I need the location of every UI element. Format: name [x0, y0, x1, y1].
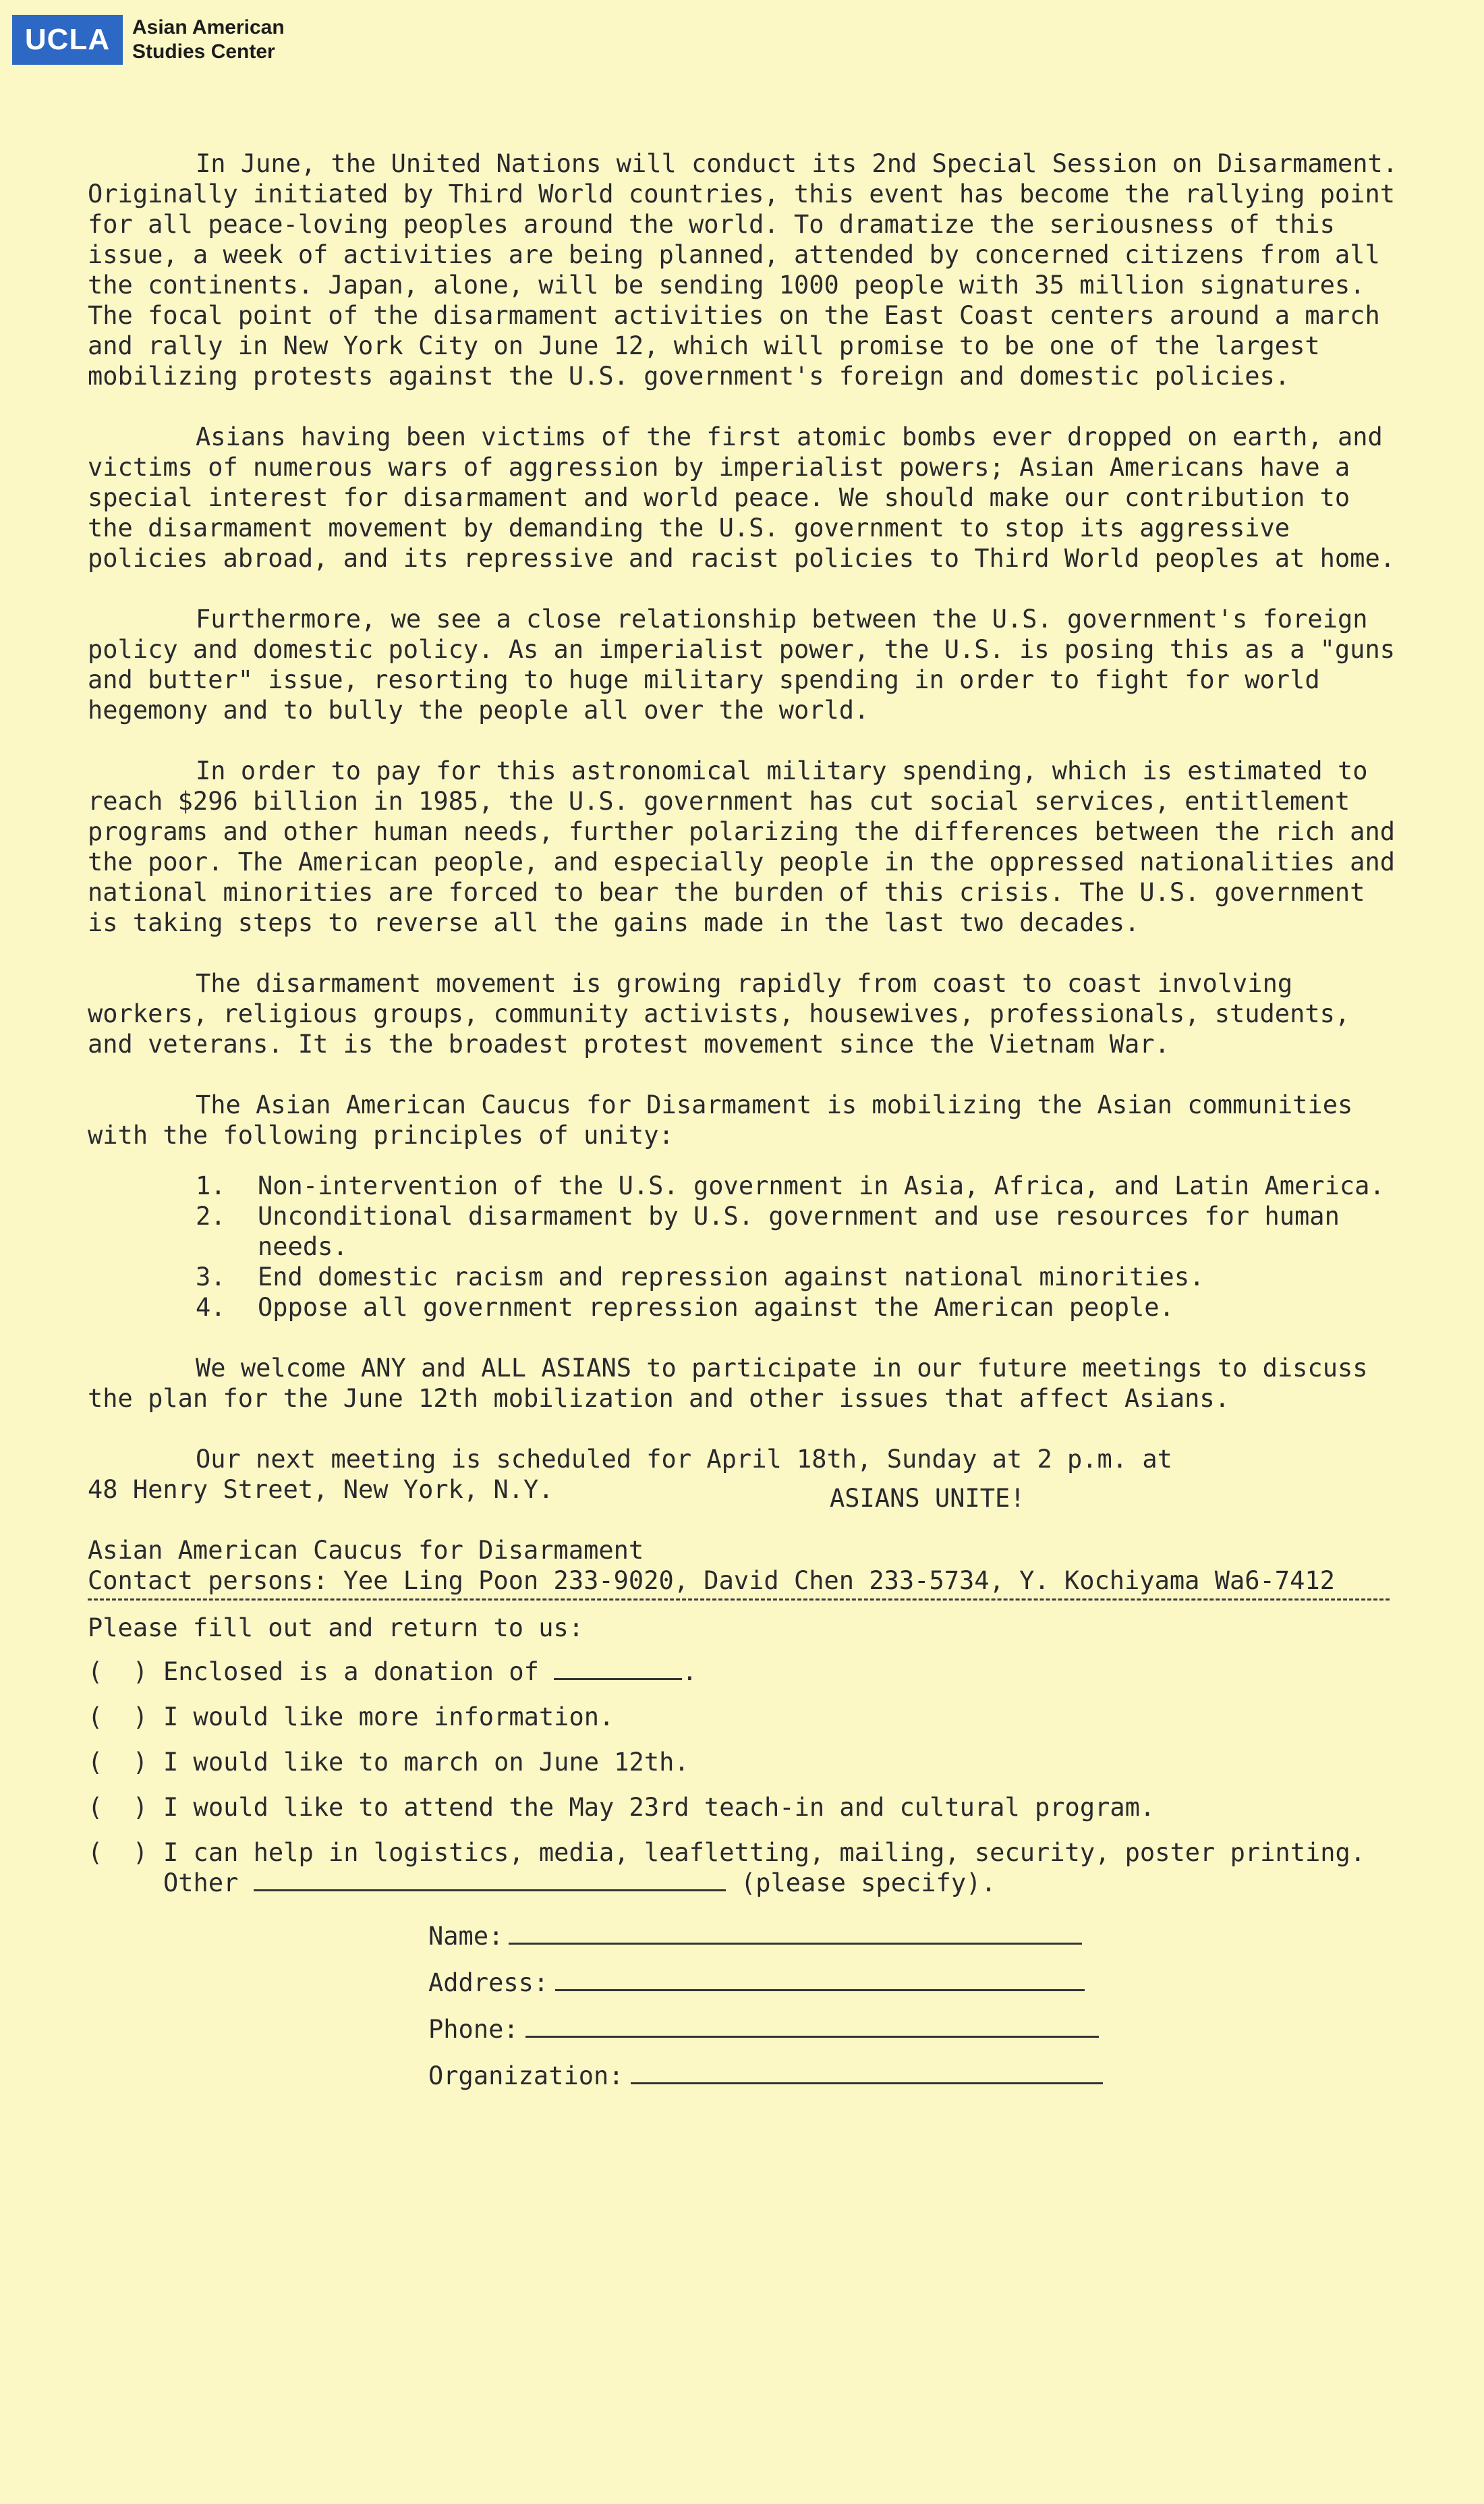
- contact-block: [88, 1535, 1410, 1596]
- address-field[interactable]: Address:: [428, 1968, 1410, 1998]
- document-body: [88, 148, 1410, 2107]
- paragraph-foreign-domestic: Furthermore, we see a close relationship between the U.S. government's foreign policy and domestic policy. As an imperialist power, the U.S. is posing this as a "guns and butter" issue, resorting to huge military spending in order to fight for world hegemony and to bully the people all over the world.: [88, 605, 1396, 725]
- checkbox[interactable]: ( ): [88, 1702, 148, 1731]
- phone-input[interactable]: [525, 2015, 1099, 2038]
- form-option-donation[interactable]: ( ) Enclosed is a donation of .: [88, 1657, 697, 1686]
- form-option-teach-in[interactable]: [88, 1792, 1410, 1823]
- organization-input[interactable]: [631, 2062, 1103, 2084]
- contact-fields: [428, 1921, 1410, 2091]
- paragraph-caucus-intro: The Asian American Caucus for Disarmament is mobilizing the Asian communities with the following principles of unity:: [88, 1090, 1353, 1150]
- letterhead: [12, 15, 285, 65]
- form-option-info[interactable]: [88, 1702, 1410, 1732]
- option-label: I can help in logistics, media, leafletting, mailing, security, poster printing. Other: [163, 1838, 1366, 1897]
- address-input[interactable]: [555, 1969, 1085, 1991]
- checkbox[interactable]: ( ): [88, 1838, 148, 1867]
- caucus-name: Asian American Caucus for Disarmament: [88, 1536, 644, 1565]
- organization-field[interactable]: Organization:: [428, 2061, 1410, 2091]
- form-intro: Please fill out and return to us:: [88, 1613, 584, 1642]
- name-field[interactable]: Name:: [428, 1921, 1410, 1951]
- phone-field[interactable]: Phone:: [428, 2014, 1410, 2044]
- paragraph-movement-growth: The disarmament movement is growing rapidly from coast to coast involving workers, religious groups, community activists, housewives, professionals, students, and veterans. It is the broadest protest movement since the Vietnam War.: [88, 969, 1350, 1059]
- checkbox[interactable]: ( ): [88, 1793, 148, 1822]
- list-item: 3. End domestic racism and repression against national minorities.: [196, 1262, 1205, 1291]
- form-option-march[interactable]: [88, 1747, 1410, 1777]
- form-option-help[interactable]: ( ) I can help in logistics, media, leafletting, mailing, security, poster printing. Other (please specify).: [88, 1838, 1366, 1897]
- checkbox[interactable]: ( ): [88, 1657, 148, 1686]
- option-label: Enclosed is a donation of: [163, 1657, 539, 1686]
- list-item: 4. Oppose all government repression against the American people.: [196, 1293, 1174, 1322]
- slogan: ASIANS UNITE!: [830, 1484, 1025, 1513]
- option-label: I would like to march on June 12th.: [163, 1748, 689, 1777]
- name-input[interactable]: [509, 1922, 1082, 1945]
- paragraph-asian-victims: Asians having been victims of the first atomic bombs ever dropped on earth, and victims of numerous wars of aggression by imperialist powers; Asian Americans have a special interest for disarmament and world peace. We should make our contribution to the disarmament movement by demanding the U.S. government to stop its aggressive policies abroad, and its repressive and racist policies to Third World peoples at home.: [88, 422, 1396, 573]
- center-name-line2: Studies Center: [132, 40, 275, 63]
- list-item: 2. Unconditional disarmament by U.S. government and use resources for human needs.: [196, 1202, 1340, 1261]
- cut-line: [88, 1598, 1390, 1601]
- paragraph-military-spending: In order to pay for this astronomical military spending, which is estimated to reach $296 billion in 1985, the U.S. government has cut social services, entitlement programs and other human needs, further polarizing the differences between the rich and the poor. The American people, and especially people in the oppressed nationalities and national minorities are forced to bear the burden of this crisis. The U.S. government is taking steps to reverse all the gains made in the last two decades.: [88, 756, 1396, 937]
- option-label: I would like more information.: [163, 1702, 615, 1731]
- center-name-line1: Asian American: [132, 16, 285, 38]
- meeting-address: 48 Henry Street, New York, N.Y.: [88, 1475, 554, 1504]
- option-label: I would like to attend the May 23rd teach-in and cultural program.: [163, 1793, 1155, 1822]
- ucla-logo: UCLA: [12, 15, 123, 65]
- donation-amount-field[interactable]: [554, 1658, 682, 1680]
- checkbox[interactable]: ( ): [88, 1748, 148, 1777]
- paragraph-un-session: In June, the United Nations will conduct its 2nd Special Session on Disarmament. Originally initiated by Third World countries, this event has become the rallying point for all peace-loving peoples around the world. To dramatize the seriousness of this issue, a week of activities are being planned, attended by concerned citizens from all the continents. Japan, alone, will be sending 1000 people with 35 million signatures. The focal point of the disarmament activities on the East Coast centers around a march and rally in New York City on June 12, which will promise to be one of the largest mobilizing protests against the U.S. government's foreign and domestic policies.: [88, 149, 1398, 391]
- meeting-line1: Our next meeting is scheduled for April 18th, Sunday at 2 p.m. at: [196, 1445, 1172, 1474]
- paragraph-welcome: We welcome ANY and ALL ASIANS to participate in our future meetings to discuss the plan for the June 12th mobilization and other issues that affect Asians.: [88, 1354, 1368, 1413]
- meeting-info: [88, 1444, 1410, 1513]
- center-name: [132, 16, 285, 64]
- contact-persons: Contact persons: Yee Ling Poon 233-9020, David Chen 233-5734, Y. Kochiyama Wa6-7412: [88, 1566, 1335, 1595]
- other-specify-field[interactable]: [254, 1869, 726, 1891]
- principles-list: [88, 1171, 1410, 1323]
- list-item: 1. Non-intervention of the U.S. government in Asia, Africa, and Latin America.: [196, 1171, 1385, 1200]
